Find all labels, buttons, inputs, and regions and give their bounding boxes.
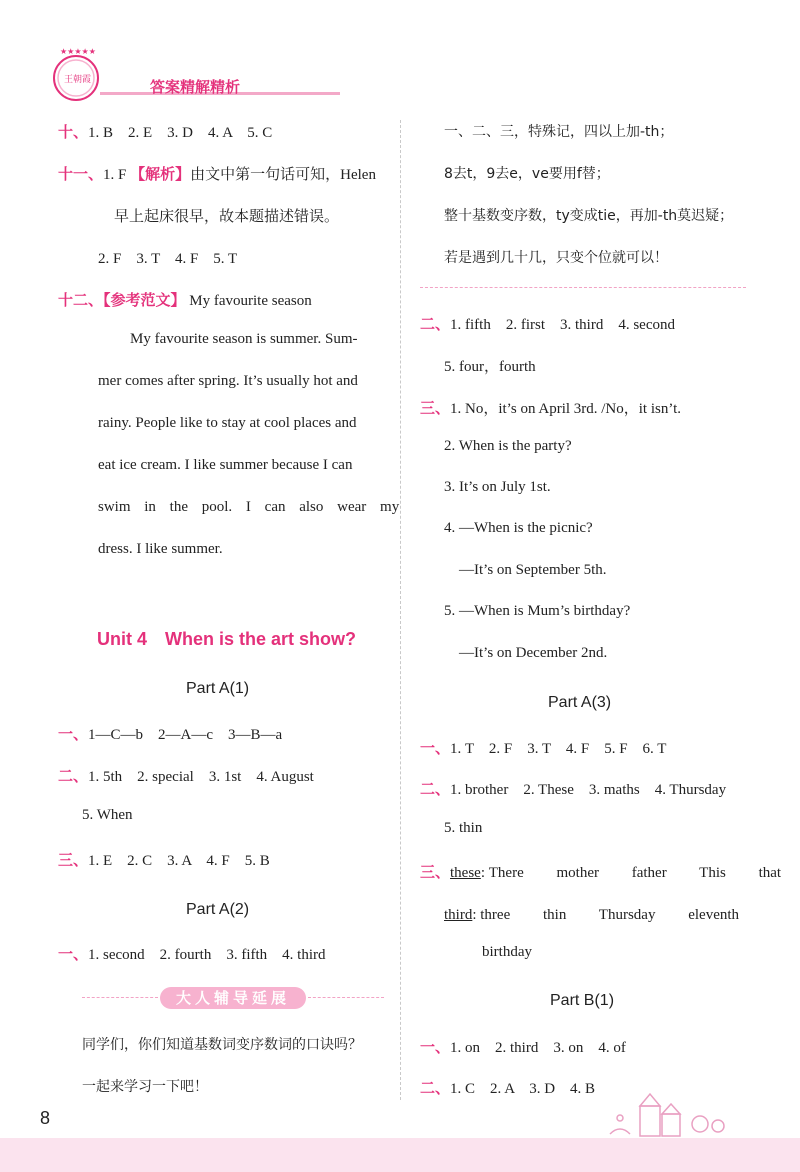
- a3-q3-row3: birthday: [482, 944, 532, 960]
- page-number: 8: [40, 1108, 51, 1128]
- essay-line-3: rainy. People like to stay at cool places and: [98, 415, 357, 431]
- rhyme-line-3: 整十基数变序数，ty变成tie，再加-th莫迟疑；: [444, 208, 734, 224]
- b1-q1: 一、1. on 2. third 3. on 4. of: [420, 1040, 626, 1056]
- a2-q3-line5: —It’s on September 5th.: [459, 562, 607, 578]
- a3-q2-line2: 5. thin: [444, 820, 483, 836]
- left-q11-line2: 早上起床很早，故本题描述错误。: [114, 209, 340, 225]
- a2-q3-line7: —It’s on December 2nd.: [459, 645, 608, 661]
- a1-q3: 三、1. E 2. C 3. A 4. F 5. B: [58, 853, 270, 869]
- a2-q2-line1: 二、1. fifth 2. first 3. third 4. second: [420, 317, 675, 333]
- left-q11-line3: 2. F 3. T 4. F 5. T: [98, 251, 238, 267]
- a2-q3-line1: 三、1. No，it’s on April 3rd. /No，it isn’t.: [420, 401, 681, 417]
- svg-text:★★★★★: ★★★★★: [60, 47, 96, 56]
- a3-q3-row2: third: three thin Thursday eleventh: [444, 907, 740, 923]
- header-title: 答案精解精析: [150, 78, 241, 96]
- a2-q1: 一、1. second 2. fourth 3. fifth 4. third: [58, 947, 326, 963]
- a2-q3-line6: 5. —When is Mum’s birthday?: [444, 603, 631, 619]
- rhyme-line-1: 一、二、三，特殊记，四以上加-th；: [444, 124, 674, 140]
- unit-title: Unit 4 When is the art show?: [97, 629, 357, 649]
- a3-q1: 一、1. T 2. F 3. T 4. F 5. F 6. T: [420, 741, 667, 757]
- left-q10: 十、1. B 2. E 3. D 4. A 5. C: [58, 125, 273, 141]
- essay-line-2: mer comes after spring. It’s usually hot and: [98, 373, 358, 389]
- a2-q3-line2: 2. When is the party?: [444, 438, 572, 454]
- rhyme-dash-separator: [420, 287, 746, 288]
- left-q11-line1: 十一、1. F 【解析】由文中第一句话可知，Helen: [58, 167, 376, 183]
- a3-q2-line1: 二、1. brother 2. These 3. maths 4. Thursday: [420, 782, 727, 798]
- left-q12-heading: 十二、【参考范文】 My favourite season: [58, 293, 312, 309]
- badge-dash-left: [82, 997, 158, 998]
- rhyme-line-2: 8去t，9去e，ve要用f替；: [444, 166, 610, 182]
- a2-q3-line3: 3. It’s on July 1st.: [444, 479, 551, 495]
- footer-band: [0, 1138, 800, 1172]
- part-b1-title: Part B(1): [550, 992, 615, 1009]
- a1-q1: 一、1—C—b 2—A—c 3—B—a: [58, 727, 283, 743]
- a1-q2-line1: 二、1. 5th 2. special 3. 1st 4. August: [58, 769, 314, 785]
- essay-line-5: swim in the pool. I can also wear my: [98, 499, 400, 515]
- logo-emblem-icon: [46, 44, 106, 104]
- essay-line-6: dress. I like summer.: [98, 541, 223, 557]
- a2-q3-line4: 4. —When is the picnic?: [444, 520, 593, 536]
- part-a3-title: Part A(3): [548, 694, 612, 711]
- part-a2-title: Part A(2): [186, 901, 250, 918]
- logo: [46, 44, 106, 104]
- a2-q2-line2: 5. four，fourth: [444, 359, 536, 375]
- extension-badge: 大人辅导延展: [160, 987, 306, 1009]
- part-a1-title: Part A(1): [186, 680, 250, 697]
- extension-line-1: 同学们，你们知道基数词变序数词的口诀吗？: [82, 1037, 362, 1053]
- a3-q3-row1: 三、these: There mother father This that: [420, 865, 782, 881]
- essay-line-1: My favourite season is summer. Sum-: [130, 331, 358, 347]
- badge-dash-right: [308, 997, 384, 998]
- b1-q2: 二、1. C 2. A 3. D 4. B: [420, 1081, 596, 1097]
- a1-q2-line2: 5. When: [82, 807, 133, 823]
- svg-text:王朝霞: 王朝霞: [64, 75, 92, 85]
- extension-line-2: 一起来学习一下吧！: [82, 1079, 208, 1095]
- castle-decoration-icon: [600, 1088, 750, 1138]
- rhyme-line-4: 若是遇到几十几，只变个位就可以！: [444, 250, 668, 266]
- column-divider: [400, 120, 401, 1100]
- essay-line-4: eat ice cream. I like summer because I can: [98, 457, 353, 473]
